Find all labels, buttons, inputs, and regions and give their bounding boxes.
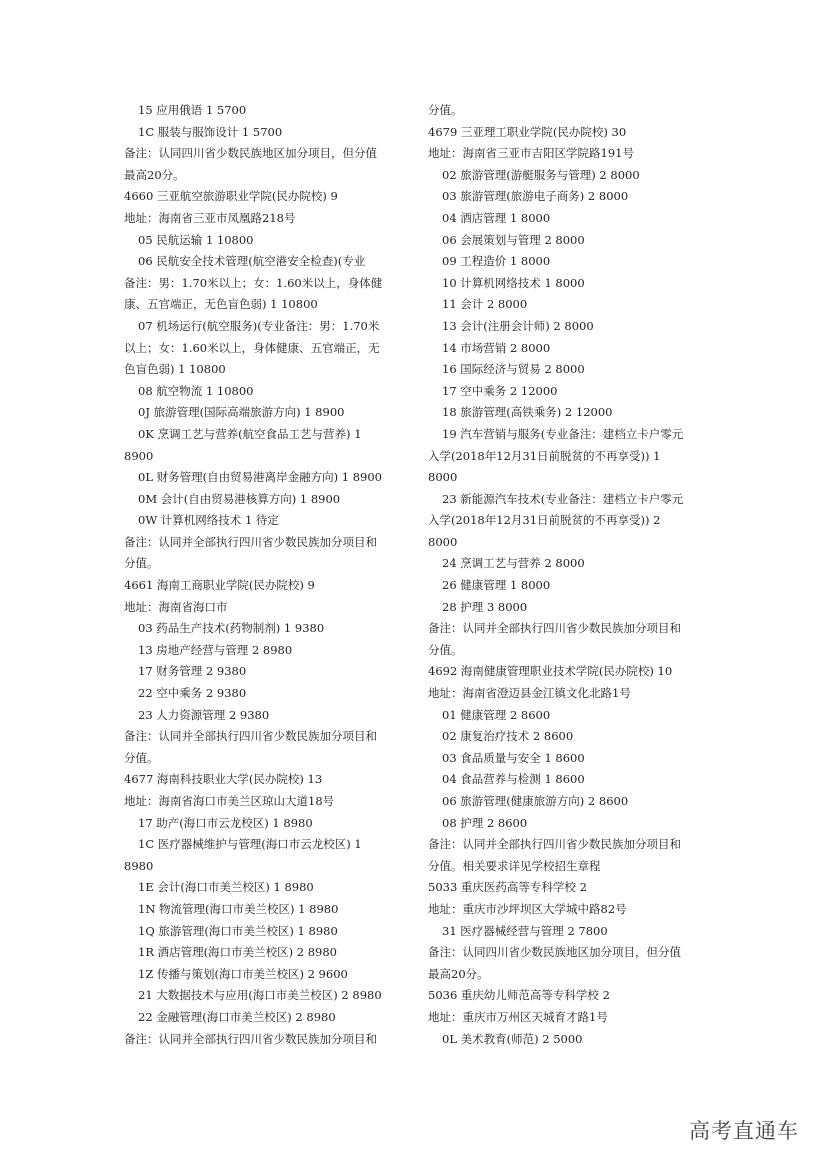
text-line: 地址：重庆市万州区天城育才路1号 (428, 1009, 608, 1024)
text-line: 备注：认同并全部执行四川省少数民族加分项目和 (124, 534, 377, 549)
text-line: 15 应用俄语 1 5700 (138, 103, 247, 117)
text-line: 地址：海南省海口市美兰区琼山大道18号 (124, 794, 335, 808)
text-line: 备注：认同并全部执行四川省少数民族加分项目和 (124, 1031, 377, 1046)
text-line: 24 烹调工艺与营养 2 8000 (442, 556, 585, 571)
text-line: 备注：认同并全部执行四川省少数民族加分项目和 (428, 621, 681, 636)
text-line: 分值。 (124, 556, 159, 571)
text-line: 17 助产(海口市云龙校区) 1 8980 (138, 815, 313, 830)
text-line: 1C 服装与服饰设计 1 5700 (138, 124, 283, 139)
text-line: 14 市场营销 2 8000 (442, 340, 551, 355)
text-line: 08 航空物流 1 10800 (138, 383, 254, 398)
text-line: 13 房地产经营与管理 2 8980 (138, 642, 293, 657)
text-line: 09 工程造价 1 8000 (442, 254, 551, 269)
text-line: 02 康复治疗技术 2 8600 (442, 729, 574, 744)
text-line: 0K 烹调工艺与营养(航空食品工艺与营养) 1 (138, 426, 362, 441)
text-line: 5036 重庆幼儿师范高等专科学校 2 (428, 988, 610, 1003)
text-line: 1N 物流管理(海口市美兰校区) 1 8980 (138, 901, 339, 916)
text-line: 分值。 (124, 750, 159, 765)
text-line: 1Q 旅游管理(海口市美兰校区) 1 8980 (138, 923, 338, 938)
right-column (428, 100, 713, 1050)
text-line: 03 药品生产技术(药物制剂) 1 9380 (138, 621, 325, 636)
text-line: 地址：海南省三亚市凤凰路218号 (124, 210, 296, 225)
text-line: 1R 酒店管理(海口市美兰校区) 2 8980 (138, 945, 337, 960)
text-line: 0L 美术教育(师范) 2 5000 (442, 1031, 583, 1046)
text-line: 备注：男：1.70米以上；女：1.60米以上，身体健 (124, 275, 383, 290)
text-line: 备注：认同四川省少数民族地区加分项目，但分值 (124, 146, 377, 161)
left-column (124, 100, 409, 1050)
text-line: 以上；女：1.60米以上，身体健康、五官端正，无 (124, 340, 380, 355)
text-line: 17 财务管理 2 9380 (138, 664, 247, 679)
text-line: 5033 重庆医药高等专科学校 2 (428, 880, 587, 895)
text-line: 08 护理 2 8600 (442, 815, 528, 830)
text-line: 4661 海南工商职业学院(民办院校) 9 (124, 578, 315, 593)
text-line: 备注：认同四川省少数民族地区加分项目，但分值 (428, 945, 681, 960)
text-line: 地址：海南省海口市 (124, 599, 228, 614)
text-line: 01 健康管理 2 8600 (442, 707, 551, 722)
text-line: 地址：重庆市沙坪坝区大学城中路82号 (428, 901, 627, 916)
text-line: 4677 海南科技职业大学(民办院校) 13 (124, 772, 323, 787)
text-line: 21 大数据技术与应用(海口市美兰校区) 2 8980 (138, 988, 382, 1003)
text-line: 最高20分。 (124, 167, 185, 182)
text-line: 8000 (428, 534, 458, 549)
text-line: 06 旅游管理(健康旅游方向) 2 8600 (442, 794, 629, 808)
text-line: 05 民航运输 1 10800 (138, 232, 254, 247)
text-line: 22 空中乘务 2 9380 (138, 686, 247, 701)
text-line: 10 计算机网络技术 1 8000 (442, 275, 585, 290)
text-line: 23 人力资源管理 2 9380 (138, 707, 270, 722)
text-line: 28 护理 3 8000 (442, 599, 528, 614)
text-line: 4679 三亚理工职业学院(民办院校) 30 (428, 124, 627, 139)
text-line: 03 旅游管理(旅游电子商务) 2 8000 (442, 189, 629, 204)
text-line: 16 国际经济与贸易 2 8000 (442, 362, 585, 377)
text-line: 分值。 (428, 642, 463, 657)
text-line: 04 酒店管理 1 8000 (442, 210, 551, 225)
text-line: 13 会计(注册会计师) 2 8000 (442, 318, 594, 333)
text-line: 1Z 传播与策划(海口市美兰校区) 2 9600 (138, 966, 348, 981)
text-line: 19 汽车营销与服务(专业备注：建档立卡户零元 (442, 426, 684, 441)
text-line: 4692 海南健康管理职业技术学院(民办院校) 10 (428, 664, 673, 679)
text-line: 0W 计算机网络技术 1 待定 (138, 513, 279, 528)
text-line: 最高20分。 (428, 966, 489, 981)
text-line: 02 旅游管理(游艇服务与管理) 2 8000 (442, 167, 640, 182)
text-line: 06 会展策划与管理 2 8000 (442, 232, 585, 247)
text-line: 地址：海南省澄迈县金江镇文化北路1号 (428, 686, 631, 701)
text-line: 26 健康管理 1 8000 (442, 578, 551, 593)
text-line: 0M 会计(自由贸易港核算方向) 1 8900 (138, 491, 341, 506)
text-line: 22 金融管理(海口市美兰校区) 2 8980 (138, 1009, 336, 1024)
text-line: 8900 (124, 448, 154, 463)
text-line: 11 会计 2 8000 (442, 297, 528, 312)
text-line: 0J 旅游管理(国际高端旅游方向) 1 8900 (138, 405, 345, 420)
text-line: 入学(2018年12月31日前脱贫的不再享受)) 1 (428, 448, 661, 463)
text-line: 康、五官端正，无色盲色弱) 1 10800 (124, 297, 318, 312)
text-line: 备注：认同并全部执行四川省少数民族加分项目和 (428, 837, 681, 852)
text-line: 1C 医疗器械维护与管理(海口市云龙校区) 1 (138, 837, 362, 852)
watermark-logo: 高考直通车 (689, 1119, 799, 1143)
text-line: 07 机场运行(航空服务)(专业备注：男：1.70米 (138, 318, 380, 333)
text-line: 17 空中乘务 2 12000 (442, 383, 558, 398)
text-line: 4660 三亚航空旅游职业学院(民办院校) 9 (124, 189, 338, 204)
text-line: 31 医疗器械经营与管理 2 7800 (442, 923, 608, 938)
text-line: 8980 (124, 858, 154, 873)
text-line: 分值。相关要求详见学校招生章程 (428, 858, 601, 873)
text-line: 1E 会计(海口市美兰校区) 1 8980 (138, 880, 314, 895)
text-line: 备注：认同并全部执行四川省少数民族加分项目和 (124, 729, 377, 744)
text-line: 04 食品营养与检测 1 8600 (442, 772, 585, 787)
text-line: 18 旅游管理(高铁乘务) 2 12000 (442, 405, 613, 420)
text-line: 色盲色弱) 1 10800 (124, 362, 226, 377)
text-line: 03 食品质量与安全 1 8600 (442, 750, 585, 765)
text-line: 06 民航安全技术管理(航空港安全检查)(专业 (138, 254, 366, 269)
text-line: 地址：海南省三亚市吉阳区学院路191号 (428, 146, 634, 161)
text-line: 23 新能源汽车技术(专业备注：建档立卡户零元 (442, 491, 684, 506)
text-line: 入学(2018年12月31日前脱贫的不再享受)) 2 (428, 513, 661, 528)
text-line: 分值。 (428, 103, 463, 117)
text-line: 8000 (428, 470, 458, 485)
text-line: 0L 财务管理(自由贸易港离岸金融方向) 1 8900 (138, 470, 382, 485)
